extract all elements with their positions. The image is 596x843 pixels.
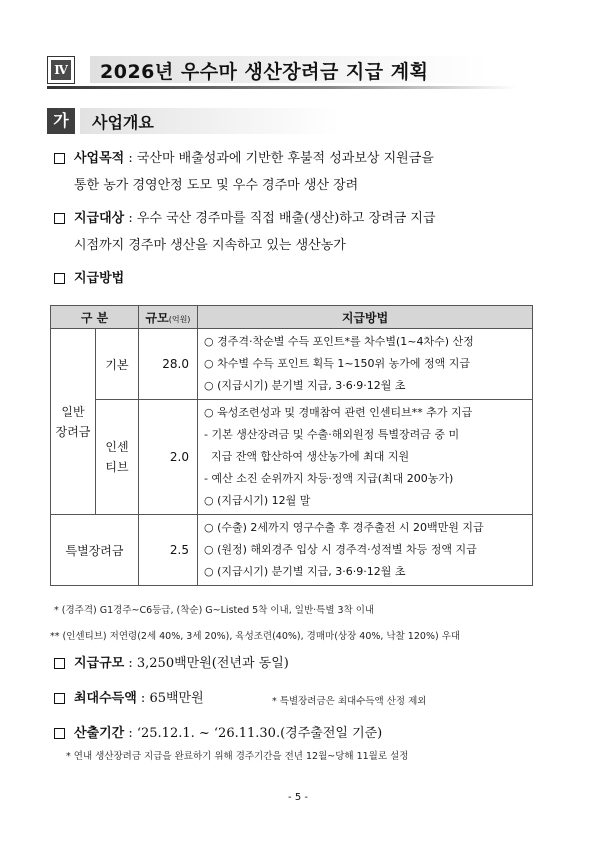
basic-line-2: ○ 차수별 수득 포인트 획득 1~150위 농가에 정액 지급 xyxy=(204,357,471,370)
basic-label: 기본 xyxy=(96,329,139,400)
subsection-mark: 가 xyxy=(47,108,75,134)
bullet-period xyxy=(74,720,382,747)
incentive-line-4: - 예산 소진 순위까지 차등·정액 지급(최대 200농가) xyxy=(204,472,454,485)
bullet-max-head: 최대수득액 xyxy=(74,691,137,706)
footnote-1: * (경주격) G1경주~C6등급, (착순) G~Listed 5착 이내, 일반·특별 3착 이내 xyxy=(54,605,375,616)
bullet-purpose xyxy=(74,145,434,172)
incentive-line-3: 지급 잔액 합산하여 생산농가에 최대 지원 xyxy=(204,450,410,463)
bullet-method-head: 지급방법 xyxy=(74,271,125,286)
page-number: - 5 - xyxy=(288,792,308,803)
bullet-max-note: * 특별장려금은 최대수득액 산정 제외 xyxy=(272,696,427,707)
basic-line-1: ○ 경주격·착순별 수득 포인트*를 차수별(1~4차수) 산정 xyxy=(204,335,474,348)
incentive-value: 2.0 xyxy=(139,400,198,515)
incentive-line-5: ○ (지급시기) 12월 말 xyxy=(204,494,311,507)
bullet-period-note: * 연내 생산장려금 지급을 완료하기 위해 경주기간을 전년 12월~당해 11월로 설정 xyxy=(66,751,409,762)
bullet-purpose-line1: : 국산마 배출성과에 기반한 후불적 성과보상 지원금을 xyxy=(124,151,434,166)
header-scale xyxy=(139,306,198,329)
bullet-target-line2: 시점까지 경주마 생산을 지속하고 있는 생산농가 xyxy=(74,238,346,253)
special-label: 특별장려금 xyxy=(51,515,139,586)
section-title: 2026년 우수마 생산장려금 지급 계획 xyxy=(100,61,429,83)
section-underline xyxy=(47,86,517,89)
table-row xyxy=(51,400,533,515)
bullet-period-text: : ‘25.12.1. ~ ‘26.11.30.(경주출전일 기준) xyxy=(124,726,383,741)
bullet-purpose-head: 사업목적 xyxy=(74,151,125,166)
incentive-line-1: ○ 육성조련성과 및 경매참여 관련 인센티브** 추가 지급 xyxy=(204,406,473,419)
bullet-scale-head: 지급규모 xyxy=(74,656,125,671)
incentive-label-2: 티브 xyxy=(105,460,129,474)
checkbox-icon xyxy=(54,693,65,704)
header-method: 지급방법 xyxy=(198,306,533,329)
checkbox-icon xyxy=(54,658,65,669)
basic-method xyxy=(198,329,533,400)
checkbox-icon xyxy=(54,153,65,164)
general-incentive-label xyxy=(51,329,96,515)
basic-line-3: ○ (지급시기) 분기별 지급, 3·6·9·12월 초 xyxy=(204,379,406,392)
header-scale-label: 규모 xyxy=(145,310,169,325)
section-number: Ⅳ xyxy=(51,60,71,80)
special-line-2: ○ (원정) 해외경주 입상 시 경주격·성적별 차등 정액 지급 xyxy=(204,543,477,556)
basic-value: 28.0 xyxy=(139,329,198,400)
special-line-1: ○ (수출) 2세까지 영구수출 후 경주출전 시 20백만원 지급 xyxy=(204,521,484,534)
bullet-period-head: 산출기간 xyxy=(74,726,125,741)
payment-method-table xyxy=(50,305,533,586)
table-row xyxy=(51,515,533,586)
checkbox-icon xyxy=(54,273,65,284)
header-division: 구 분 xyxy=(51,306,139,329)
table-header-row xyxy=(51,306,533,329)
bullet-max-text: : 65백만원 xyxy=(136,691,204,706)
subsection-title: 사업개요 xyxy=(92,113,154,132)
special-line-3: ○ (지급시기) 분기별 지급, 3·6·9·12월 초 xyxy=(204,565,406,578)
general-label-2: 장려금 xyxy=(55,424,91,439)
checkbox-icon xyxy=(54,213,65,224)
bullet-scale-text: : 3,250백만원(전년과 동일) xyxy=(124,656,289,671)
bullet-max xyxy=(74,685,204,712)
incentive-label-1: 인센 xyxy=(105,440,129,454)
bullet-scale xyxy=(74,650,289,677)
special-method xyxy=(198,515,533,586)
incentive-method xyxy=(198,400,533,515)
special-value: 2.5 xyxy=(139,515,198,586)
bullet-target-head: 지급대상 xyxy=(74,211,125,226)
table-row xyxy=(51,329,533,400)
incentive-line-2: - 기본 생산장려금 및 수출·해외원정 특별장려금 중 미 xyxy=(204,428,460,441)
checkbox-icon xyxy=(54,728,65,739)
bullet-method xyxy=(74,265,124,292)
incentive-label xyxy=(96,400,139,515)
bullet-target xyxy=(74,205,436,232)
section-number-box xyxy=(47,56,75,84)
footnote-2: ** (인센티브) 저연령(2세 40%, 3세 20%), 육성조련(40%), 경매마(상장 40%, 낙찰 120%) 우대 xyxy=(50,631,461,642)
general-label-1: 일반 xyxy=(61,404,85,419)
bullet-purpose-line2: 통한 농가 경영안정 도모 및 우수 경주마 생산 장려 xyxy=(74,178,359,193)
bullet-target-line1: : 우수 국산 경주마를 직접 배출(생산)하고 장려금 지급 xyxy=(124,211,436,226)
header-scale-unit: (억원) xyxy=(168,314,191,324)
